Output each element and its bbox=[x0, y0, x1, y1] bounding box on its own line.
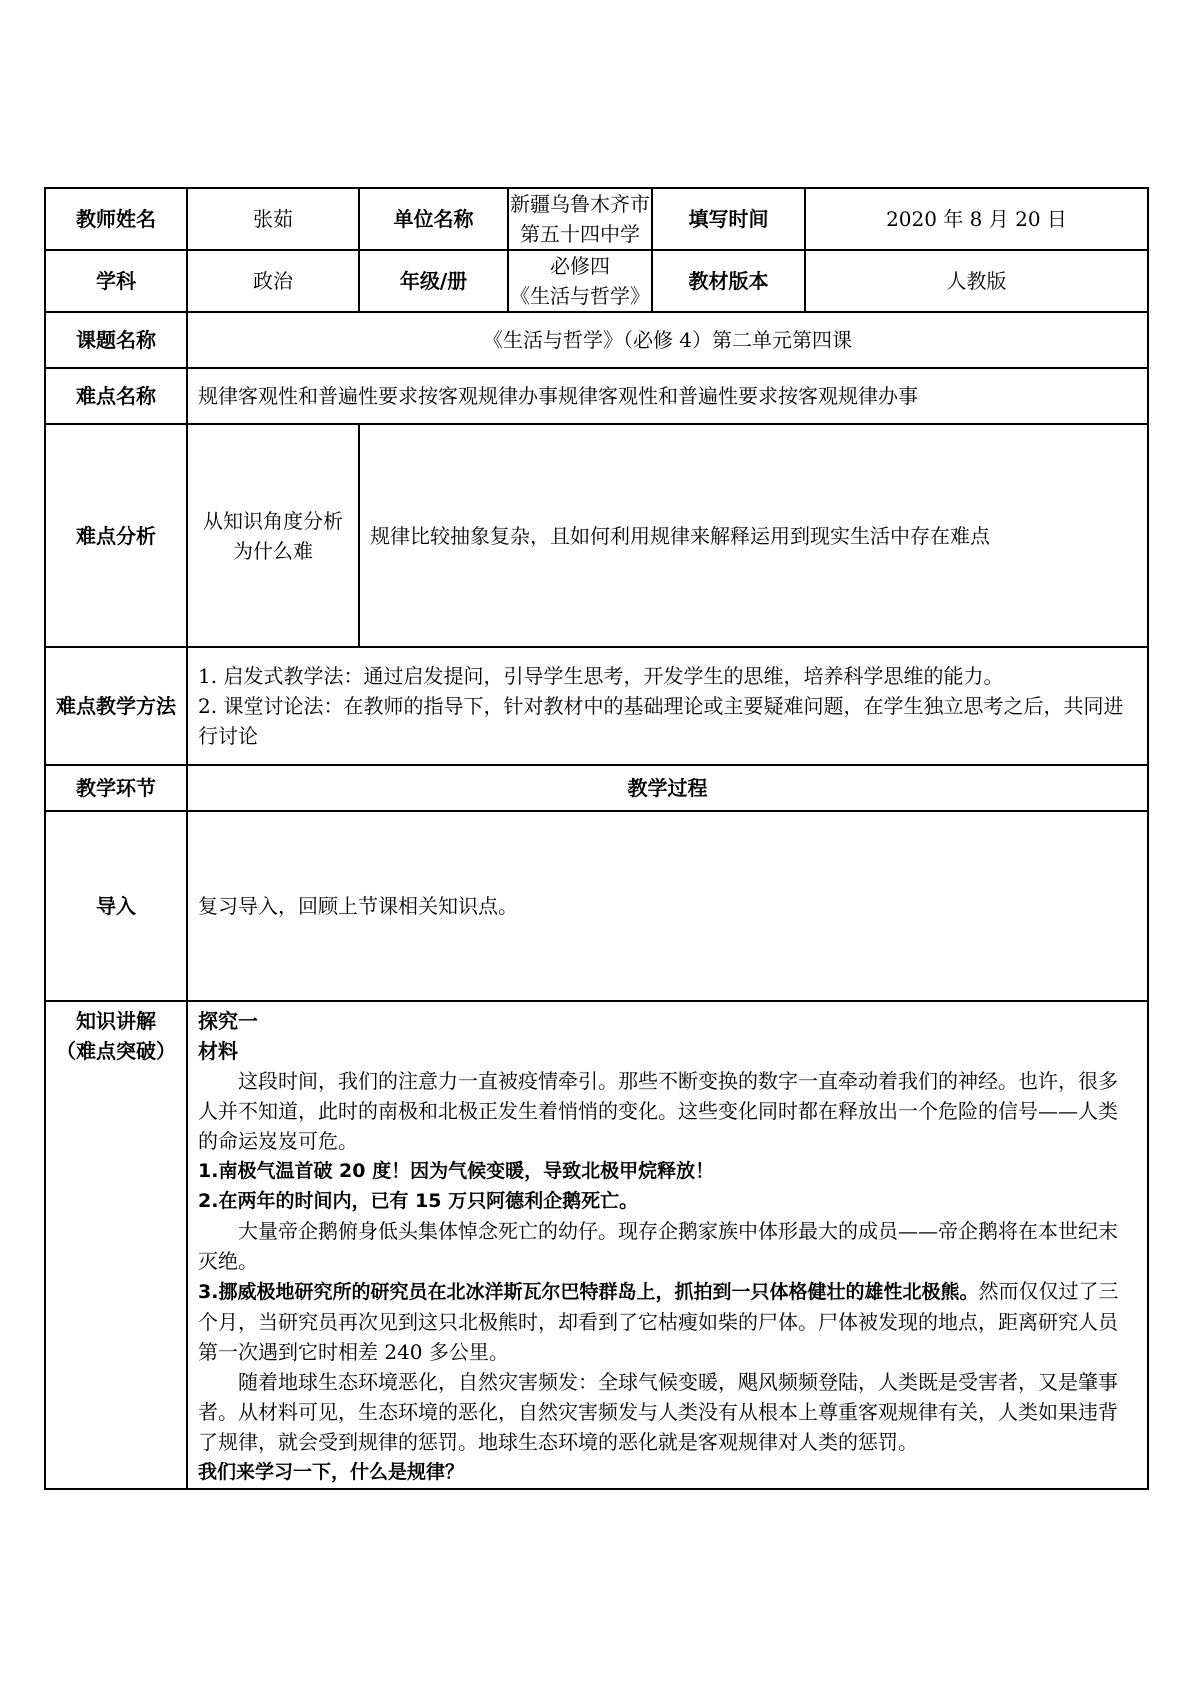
sublabel-line-1: 从知识角度分析 bbox=[203, 508, 343, 533]
teaching-stage-header: 教学环节 bbox=[45, 765, 187, 811]
topic-row bbox=[45, 312, 1148, 368]
knowledge-label-line-2: （难点突破） bbox=[56, 1039, 176, 1063]
difficulty-name-value: 规律客观性和普遍性要求按客观规律办事规律客观性和普遍性要求按客观规律办事 bbox=[187, 368, 1148, 424]
unit-name-line-2: 第五十四中学 bbox=[520, 222, 640, 246]
material-title: 材料 bbox=[198, 1039, 238, 1063]
difficulty-analysis-value: 规律比较抽象复杂，且如何利用规律来解释运用到现实生活中存在难点 bbox=[359, 424, 1148, 647]
teacher-name-label: 教师姓名 bbox=[45, 188, 187, 250]
material-paragraph-2: 大量帝企鹅俯身低头集体悼念死亡的幼仔。现存企鹅家族中体形最大的成员——帝企鹅将在本世纪末灭绝。 bbox=[198, 1219, 1118, 1273]
difficulty-analysis-label: 难点分析 bbox=[45, 424, 187, 647]
knowledge-label bbox=[45, 1001, 187, 1489]
teaching-method-row bbox=[45, 647, 1148, 765]
lesson-plan-table bbox=[44, 187, 1149, 1490]
grade-value-line-2: 《生活与哲学》 bbox=[510, 284, 650, 308]
teacher-name-value: 张茹 bbox=[187, 188, 359, 250]
sublabel-line-2: 为什么难 bbox=[233, 538, 313, 563]
question-prompt: 我们来学习一下，什么是规律？ bbox=[198, 1461, 465, 1483]
intro-row bbox=[45, 811, 1148, 1001]
material-point-1: 1.南极气温首破 20 度！因为气候变暖，导致北极甲烷释放！ bbox=[198, 1160, 715, 1182]
difficulty-analysis-row bbox=[45, 424, 1148, 647]
material-paragraph-3: 随着地球生态环境恶化，自然灾害频发：全球气候变暖，飓风频频登陆，人类既是受害者，又是肇事者。从材料可见，生态环境的恶化，自然灾害频发与人类没有从根本上尊重客观规律有关，人类如果违背了规律，就会受到规律的惩罚。地球生态环境的恶化就是客观规律对人类的惩罚。 bbox=[198, 1370, 1118, 1454]
material-point-2: 2.在两年的时间内，已有 15 万只阿德利企鹅死亡。 bbox=[198, 1190, 639, 1212]
knowledge-label-line-1: 知识讲解 bbox=[76, 1009, 156, 1033]
teaching-method-line-2: 2. 课堂讨论法：在教师的指导下，针对教材中的基础理论或主要疑难问题，在学生独立思考之后，共同进行讨论 bbox=[198, 694, 1124, 748]
topic-value: 《生活与哲学》（必修 4）第二单元第四课 bbox=[187, 312, 1148, 368]
material-point-3-rest: 然而仅仅过了三个月，当研究员再次见到这只北极熊时，却看到了它枯瘦如柴的尸体。尸体被发现的地点，距离研究人员第一次遇到它时相差 240 多公里。 bbox=[198, 1279, 1119, 1364]
grade-label: 年级/册 bbox=[359, 250, 508, 312]
teaching-method-value bbox=[187, 647, 1148, 765]
grade-value-line-1: 必修四 bbox=[550, 254, 610, 278]
teaching-method-line-1: 1. 启发式教学法：通过启发提问，引导学生思考，开发学生的思维，培养科学思维的能力。 bbox=[198, 664, 1004, 688]
intro-value: 复习导入，回顾上节课相关知识点。 bbox=[187, 811, 1148, 1001]
textbook-edition-value: 人教版 bbox=[805, 250, 1148, 312]
material-paragraph-1: 这段时间，我们的注意力一直被疫情牵引。那些不断变换的数字一直牵动着我们的神经。也许，很多人并不知道，此时的南极和北极正发生着悄悄的变化。这些变化同时都在释放出一个危险的信号——人类的命运岌岌可危。 bbox=[198, 1069, 1118, 1153]
unit-name-value bbox=[508, 188, 652, 250]
header-row-2 bbox=[45, 250, 1148, 312]
topic-label: 课题名称 bbox=[45, 312, 187, 368]
difficulty-name-row bbox=[45, 368, 1148, 424]
subject-label: 学科 bbox=[45, 250, 187, 312]
material-point-3-bold: 3.挪威极地研究所的研究员在北冰洋斯瓦尔巴特群岛上，抓拍到一只体格健壮的雄性北极熊。 bbox=[198, 1281, 979, 1303]
fill-date-label: 填写时间 bbox=[652, 188, 805, 250]
process-header-row bbox=[45, 765, 1148, 811]
knowledge-content bbox=[187, 1001, 1148, 1489]
teaching-method-label: 难点教学方法 bbox=[45, 647, 187, 765]
unit-name-label: 单位名称 bbox=[359, 188, 508, 250]
material-point-3 bbox=[198, 1276, 1137, 1367]
grade-value bbox=[508, 250, 652, 312]
unit-name-line-1: 新疆乌鲁木齐市 bbox=[510, 192, 650, 216]
inquiry-title: 探究一 bbox=[198, 1009, 258, 1033]
difficulty-analysis-sublabel bbox=[187, 424, 359, 647]
textbook-edition-label: 教材版本 bbox=[652, 250, 805, 312]
intro-label: 导入 bbox=[45, 811, 187, 1001]
subject-value: 政治 bbox=[187, 250, 359, 312]
teaching-process-header: 教学过程 bbox=[187, 765, 1148, 811]
header-row-1 bbox=[45, 188, 1148, 250]
knowledge-row bbox=[45, 1001, 1148, 1489]
difficulty-name-label: 难点名称 bbox=[45, 368, 187, 424]
fill-date-value: 2020 年 8 月 20 日 bbox=[805, 188, 1148, 250]
